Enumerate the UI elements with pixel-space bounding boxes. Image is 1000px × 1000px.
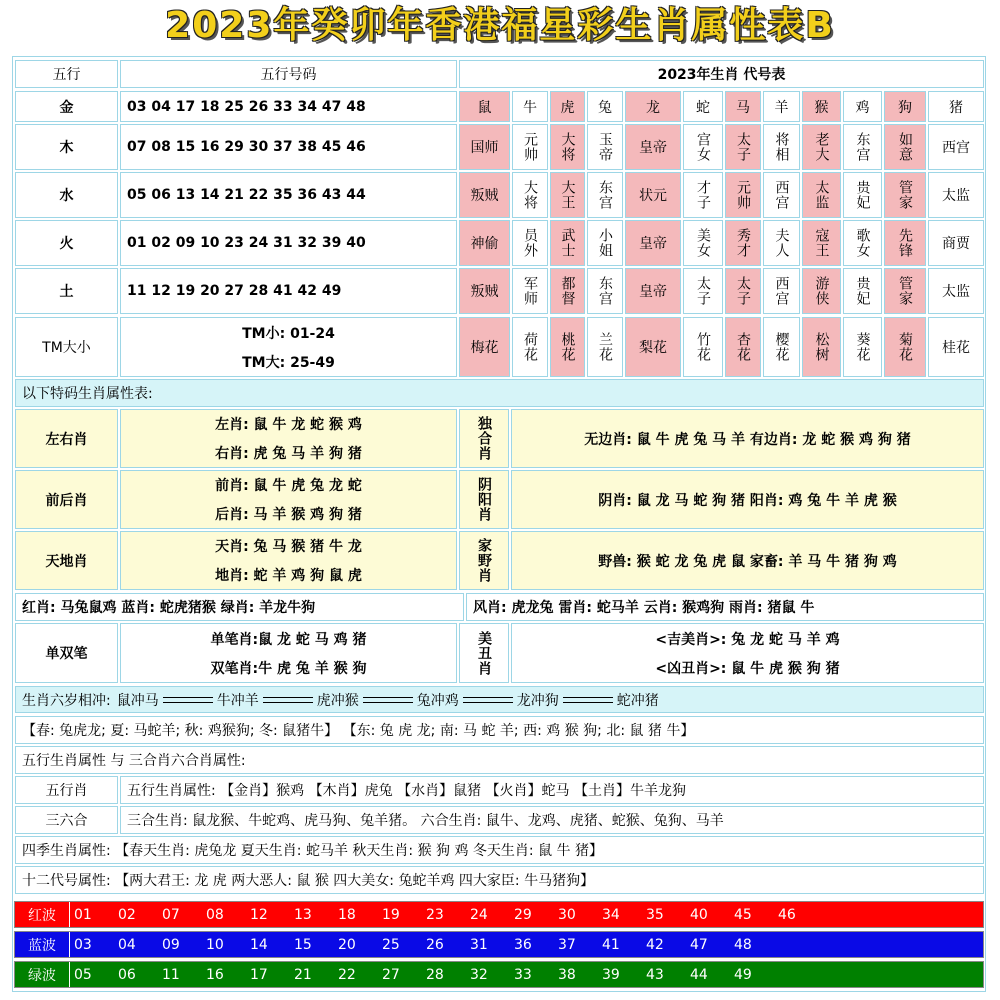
wave-number: 05 — [74, 966, 92, 983]
zodiac-cell: 狗 — [884, 91, 926, 122]
sanliu-label: 三六合 — [15, 806, 118, 834]
zodiac-cell: 鼠 — [459, 91, 510, 122]
meichou-label: 美丑肖 — [459, 623, 509, 683]
attr-values-zuoyou — [120, 409, 457, 468]
zodiac-cell: 太子 — [725, 268, 761, 314]
wave-row — [14, 961, 984, 988]
wave-number: 26 — [426, 936, 444, 953]
attr-label-qianhou: 前后肖 — [15, 470, 118, 529]
wave-number: 04 — [118, 936, 136, 953]
wave-number: 03 — [74, 936, 92, 953]
attr-line-b: 地肖: 蛇 羊 鸡 狗 鼠 虎 — [215, 567, 362, 584]
element-numbers: 07 08 15 16 29 30 37 38 45 46 — [120, 124, 457, 170]
chong-pair: 虎冲猴 — [316, 692, 359, 709]
zodiac-cell: 宫女 — [683, 124, 723, 170]
element-name: 木 — [15, 124, 118, 170]
attr-line-a: 天肖: 兔 马 猴 猪 牛 龙 — [215, 539, 362, 556]
zodiac-cell: 叛贼 — [459, 172, 510, 218]
wave-number: 44 — [690, 966, 708, 983]
wave-number: 01 — [74, 906, 92, 923]
danbi-line: 单笔肖:鼠 龙 蛇 马 鸡 猪 — [210, 631, 367, 648]
zodiac-cell: 太监 — [802, 172, 841, 218]
zodiac-cell: 美女 — [683, 220, 723, 266]
page-title: 2023年癸卯年香港福星彩生肖属性表B — [165, 5, 835, 46]
zodiac-cell: 东宫 — [587, 172, 623, 218]
wave-number: 48 — [734, 936, 752, 953]
zodiac-cell: 元帅 — [725, 172, 761, 218]
attr-values-jiaye: 野兽: 猴 蛇 龙 兔 虎 鼠 家畜: 羊 马 牛 猪 狗 鸡 — [511, 531, 984, 590]
attr-label-jiaye: 家野肖 — [459, 531, 509, 590]
wave-number: 49 — [734, 966, 752, 983]
chong-separator — [263, 697, 313, 703]
attr-line-a: 前肖: 鼠 牛 虎 兔 龙 蛇 — [215, 478, 362, 495]
wave-row — [14, 931, 984, 958]
chong-pair: 牛冲羊 — [216, 692, 259, 709]
zodiac-cell: 太监 — [928, 268, 984, 314]
wave-number: 23 — [426, 906, 444, 923]
zodiac-cell: 皇帝 — [625, 268, 681, 314]
zodiac-cell: 羊 — [763, 91, 800, 122]
shuangbi-line: 双笔肖:牛 虎 兔 羊 猴 狗 — [210, 660, 367, 677]
wave-number: 35 — [646, 906, 664, 923]
wave-number: 20 — [338, 936, 356, 953]
chong-separator — [563, 697, 613, 703]
zodiac-cell: 东宫 — [843, 124, 882, 170]
wave-number: 09 — [162, 936, 180, 953]
attr-line-b: 后肖: 马 羊 猴 鸡 狗 猪 — [215, 506, 362, 523]
zodiac-cell: 菊花 — [884, 317, 926, 377]
wuxing-title: 五行生肖属性 与 三合肖六合肖属性: — [15, 746, 984, 774]
zodiac-cell: 将相 — [763, 124, 800, 170]
zodiac-cell: 兰花 — [587, 317, 623, 377]
zodiac-cell: 牛 — [512, 91, 548, 122]
chong-pair: 龙冲狗 — [516, 692, 559, 709]
jimei-line: <吉美肖>: 兔 龙 蛇 马 羊 鸡 — [655, 631, 840, 648]
wave-label: 红波 — [15, 902, 70, 927]
zodiac-cell: 猪 — [928, 91, 984, 122]
wave-number: 36 — [514, 936, 532, 953]
wave-number: 13 — [294, 906, 312, 923]
wave-number: 37 — [558, 936, 576, 953]
zodiac-cell: 桂花 — [928, 317, 984, 377]
element-name: 金 — [15, 91, 118, 122]
wave-number: 21 — [294, 966, 312, 983]
chong-label: 生肖六岁相冲: — [22, 692, 111, 709]
wave-number: 43 — [646, 966, 664, 983]
zodiac-cell: 兔 — [587, 91, 623, 122]
zodiac-cell: 大将 — [550, 124, 585, 170]
wave-number: 12 — [250, 906, 268, 923]
attr-label-tiandi: 天地肖 — [15, 531, 118, 590]
attr-label-yinyang: 阴阳肖 — [459, 470, 509, 529]
zodiac-cell: 鸡 — [843, 91, 882, 122]
wave-number: 28 — [426, 966, 444, 983]
chong-separator — [363, 697, 413, 703]
element-numbers: 03 04 17 18 25 26 33 34 47 48 — [120, 91, 457, 122]
wave-label: 绿波 — [15, 962, 70, 987]
zodiac-cell: 武士 — [550, 220, 585, 266]
zodiac-cell: 东宫 — [587, 268, 623, 314]
wave-number: 19 — [382, 906, 400, 923]
attr-label-zuoyou: 左右肖 — [15, 409, 118, 468]
wave-number: 07 — [162, 906, 180, 923]
chong-separator — [463, 697, 513, 703]
element-name: 土 — [15, 268, 118, 314]
header-shengxiao: 2023年生肖 代号表 — [459, 60, 984, 88]
danshuang-values — [120, 623, 457, 683]
attr-values-yinyang: 阴肖: 鼠 龙 马 蛇 狗 猪 阳肖: 鸡 兔 牛 羊 虎 猴 — [511, 470, 984, 529]
sanliu-values: 三合生肖: 鼠龙猴、牛蛇鸡、虎马狗、兔羊猪。 六合生肖: 鼠牛、龙鸡、虎猪、蛇猴、兔狗、马羊 — [120, 806, 984, 834]
zodiac-cell: 皇帝 — [625, 124, 681, 170]
zodiac-cell: 员外 — [512, 220, 548, 266]
zodiac-cell: 元帅 — [512, 124, 548, 170]
meichou-values — [511, 623, 984, 683]
zodiac-cell: 松树 — [802, 317, 841, 377]
zodiac-cell: 寇王 — [802, 220, 841, 266]
zodiac-cell: 龙 — [625, 91, 681, 122]
zodiac-cell: 大王 — [550, 172, 585, 218]
zodiac-cell: 太监 — [928, 172, 984, 218]
element-name: 火 — [15, 220, 118, 266]
zodiac-cell: 叛贼 — [459, 268, 510, 314]
zodiac-cell: 蛇 — [683, 91, 723, 122]
wave-number: 22 — [338, 966, 356, 983]
zodiac-cell: 太子 — [725, 124, 761, 170]
zodiac-cell: 荷花 — [512, 317, 548, 377]
attr-line-a: 左肖: 鼠 牛 龙 蛇 猴 鸡 — [215, 417, 362, 434]
tm-size-label: TM大小 — [15, 317, 118, 377]
wave-number: 38 — [558, 966, 576, 983]
zodiac-cell: 商贾 — [928, 220, 984, 266]
zodiac-cell: 管家 — [884, 172, 926, 218]
zodiac-cell: 西宫 — [763, 268, 800, 314]
zodiac-cell: 老大 — [802, 124, 841, 170]
zodiac-cell: 贵妃 — [843, 172, 882, 218]
tm-big: TM大: 25-49 — [242, 354, 335, 371]
zodiac-cell: 先锋 — [884, 220, 926, 266]
tm-small: TM小: 01-24 — [242, 325, 335, 342]
zodiac-cell: 军师 — [512, 268, 548, 314]
wave-number: 11 — [162, 966, 180, 983]
tm-size-values — [120, 317, 457, 377]
zodiac-cell: 桃花 — [550, 317, 585, 377]
wave-row — [14, 901, 984, 928]
wave-number: 46 — [778, 906, 796, 923]
attr-header: 以下特码生肖属性表: — [15, 379, 984, 407]
wave-number: 27 — [382, 966, 400, 983]
chong-pair: 蛇冲猪 — [616, 692, 659, 709]
zodiac-cell: 杏花 — [725, 317, 761, 377]
zodiac-cell: 国师 — [459, 124, 510, 170]
wave-number: 08 — [206, 906, 224, 923]
wave-number: 14 — [250, 936, 268, 953]
chong-pair: 鼠冲马 — [116, 692, 159, 709]
zodiac-cell: 神偷 — [459, 220, 510, 266]
wave-number: 16 — [206, 966, 224, 983]
zodiac-cell: 太子 — [683, 268, 723, 314]
wave-number: 15 — [294, 936, 312, 953]
xiongchou-line: <凶丑肖>: 鼠 牛 虎 猴 狗 猪 — [655, 660, 840, 677]
zodiac-cell: 猴 — [802, 91, 841, 122]
wave-number: 18 — [338, 906, 356, 923]
chong-pair: 兔冲鸡 — [416, 692, 459, 709]
zodiac-cell: 如意 — [884, 124, 926, 170]
wave-number: 17 — [250, 966, 268, 983]
attr-values-qianhou — [120, 470, 457, 529]
attr-label-duhe: 独合肖 — [459, 409, 509, 468]
attr-line-b: 右肖: 虎 兔 马 羊 狗 猪 — [215, 445, 362, 462]
header-wuxing-numbers: 五行号码 — [120, 60, 457, 88]
element-numbers: 05 06 13 14 21 22 35 36 43 44 — [120, 172, 457, 218]
wave-number: 32 — [470, 966, 488, 983]
wuxing-shengxiao-values: 五行生肖属性: 【金肖】猴鸡 【木肖】虎兔 【水肖】鼠猪 【火肖】蛇马 【土肖】牛羊龙狗 — [120, 776, 984, 804]
wave-number: 45 — [734, 906, 752, 923]
wave-number: 10 — [206, 936, 224, 953]
shier-line: 十二代号属性: 【两大君王: 龙 虎 两大恶人: 鼠 猴 四大美女: 兔蛇羊鸡 四大家臣: 牛马猪狗】 — [15, 866, 984, 894]
zodiac-cell: 才子 — [683, 172, 723, 218]
zodiac-cell: 虎 — [550, 91, 585, 122]
seasons-line: 【春: 兔虎龙; 夏: 马蛇羊; 秋: 鸡猴狗; 冬: 鼠猪牛】 【东: 兔 虎 龙; 南: 马 蛇 羊; 西: 鸡 猴 狗; 北: 鼠 猪 牛】 — [15, 716, 984, 744]
wave-number: 30 — [558, 906, 576, 923]
wave-number: 29 — [514, 906, 532, 923]
chong-separator — [163, 697, 213, 703]
weather-line: 风肖: 虎龙兔 雷肖: 蛇马羊 云肖: 猴鸡狗 雨肖: 猪鼠 牛 — [466, 593, 984, 621]
wave-number: 47 — [690, 936, 708, 953]
colors-line: 红肖: 马兔鼠鸡 蓝肖: 蛇虎猪猴 绿肖: 羊龙牛狗 — [15, 593, 464, 621]
chong-line — [15, 686, 984, 713]
zodiac-cell: 夫人 — [763, 220, 800, 266]
zodiac-cell: 马 — [725, 91, 761, 122]
zodiac-cell: 梅花 — [459, 317, 510, 377]
attr-values-duhe: 无边肖: 鼠 牛 虎 兔 马 羊 有边肖: 龙 蛇 猴 鸡 狗 猪 — [511, 409, 984, 468]
wave-number: 02 — [118, 906, 136, 923]
zodiac-cell: 管家 — [884, 268, 926, 314]
wave-number: 39 — [602, 966, 620, 983]
wave-number: 41 — [602, 936, 620, 953]
wave-number: 33 — [514, 966, 532, 983]
zodiac-cell: 状元 — [625, 172, 681, 218]
element-numbers: 11 12 19 20 27 28 41 42 49 — [120, 268, 457, 314]
zodiac-cell: 樱花 — [763, 317, 800, 377]
zodiac-cell: 大将 — [512, 172, 548, 218]
element-numbers: 01 02 09 10 23 24 31 32 39 40 — [120, 220, 457, 266]
danshuang-label: 单双笔 — [15, 623, 118, 683]
zodiac-cell: 都督 — [550, 268, 585, 314]
attr-values-tiandi — [120, 531, 457, 590]
wave-number: 25 — [382, 936, 400, 953]
header-wuxing: 五行 — [15, 60, 118, 88]
wave-number: 40 — [690, 906, 708, 923]
siji-line: 四季生肖属性: 【春天生肖: 虎兔龙 夏天生肖: 蛇马羊 秋天生肖: 猴 狗 鸡 冬天生肖: 鼠 牛 猪】 — [15, 836, 984, 864]
zodiac-cell: 玉帝 — [587, 124, 623, 170]
element-name: 水 — [15, 172, 118, 218]
zodiac-cell: 贵妃 — [843, 268, 882, 314]
zodiac-cell: 西宫 — [763, 172, 800, 218]
zodiac-cell: 歌女 — [843, 220, 882, 266]
zodiac-cell: 小姐 — [587, 220, 623, 266]
zodiac-cell: 葵花 — [843, 317, 882, 377]
wave-number: 42 — [646, 936, 664, 953]
wuxing-shengxiao-label: 五行肖 — [15, 776, 118, 804]
wave-number: 31 — [470, 936, 488, 953]
zodiac-cell: 梨花 — [625, 317, 681, 377]
zodiac-cell: 西宫 — [928, 124, 984, 170]
wave-number: 06 — [118, 966, 136, 983]
zodiac-cell: 游侠 — [802, 268, 841, 314]
zodiac-cell: 秀才 — [725, 220, 761, 266]
zodiac-cell: 竹花 — [683, 317, 723, 377]
wave-label: 蓝波 — [15, 932, 70, 957]
wave-number: 24 — [470, 906, 488, 923]
wave-number: 34 — [602, 906, 620, 923]
zodiac-cell: 皇帝 — [625, 220, 681, 266]
